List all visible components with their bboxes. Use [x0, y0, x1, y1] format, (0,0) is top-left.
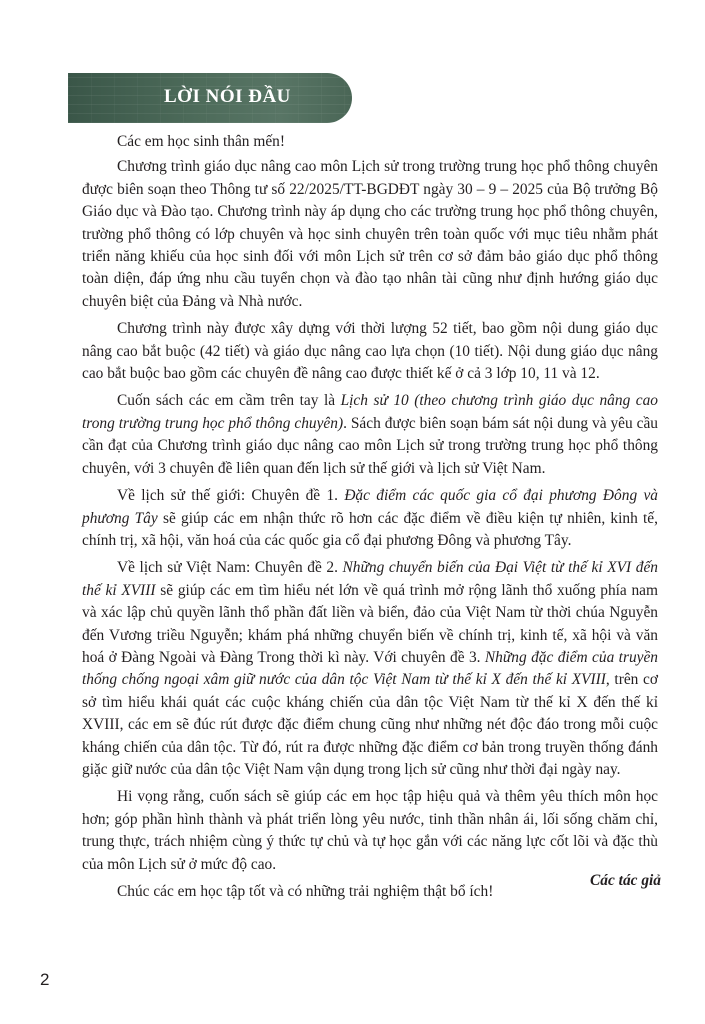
paragraph-text: Hi vọng rằng, cuốn sách sẽ giúp các em học tập hiệu quả và thêm yêu thích môn học hơn; góp phần hình thành và phát triển lòng yêu nước, tinh thần nhân ái, lối sống chăm chỉ, trung thực, trách nhiệm cùng ý thức tự chủ và tự học gắn với các năng lực cốt lõi và đặc thù của môn Lịch sử ở mức độ cao.	[82, 788, 658, 873]
paragraph-greeting	[82, 131, 658, 153]
topic-title: Những đặc điểm của truyền thống chống ngoại xâm giữ nước của dân tộc Việt Nam từ thế kỉ X đến thế kỉ XVIII	[82, 648, 658, 689]
paragraph-closing	[82, 881, 658, 903]
paragraph-book-intro	[82, 390, 658, 480]
paragraph-text: sẽ giúp các em nhận thức rõ hơn các đặc điểm về điều kiện tự nhiên, kinh tế, chính trị, xã hội, văn hoá của các quốc gia cổ đại phương Đông và phương Tây.	[82, 509, 658, 549]
paragraph-text: Về lịch sử Việt Nam: Chuyên đề 2.	[117, 559, 343, 577]
greeting-text: Các em học sinh thân mến!	[117, 133, 285, 150]
paragraph-text: Chương trình này được xây dựng với thời lượng 52 tiết, bao gồm nội dung giáo dục nâng cao bắt buộc (42 tiết) và giáo dục nâng cao lựa chọn (10 tiết). Nội dung giáo dục nâng cao bắt buộc bao gồm các chuyên đề nâng cao được thiết kế ở cả 3 lớp 10, 11 và 12.	[82, 320, 658, 383]
page-number: 2	[40, 970, 50, 989]
signature: Các tác giả	[590, 872, 661, 889]
paragraph-text: , trên cơ sở tìm hiểu khái quát các cuộc kháng chiến của dân tộc Việt Nam từ thế kỉ X đến thế kỉ XVIII, các em sẽ đúc rút được đặc điểm chung cũng như những nét độc đáo trong mỗi cuộc kháng chiến của dân tộc. Từ đó, rút ra được những đặc điểm cơ bản trong truyền thống đánh giặc giữ nước của dân tộc Việt Nam vận dụng trong lịch sử cũng như thời đại ngày nay.	[82, 671, 658, 778]
paragraph-program-intro	[82, 156, 658, 313]
paragraph-text: Chúc các em học tập tốt và có những trải nghiệm thật bổ ích!	[117, 883, 494, 900]
paragraph-vietnam-history	[82, 557, 658, 781]
paragraph-text: sẽ giúp các em tìm hiểu nét lớn về quá trình mở rộng lãnh thổ xuống phía nam và xác lập chủ quyền lãnh thổ phần đất liền và biển, đảo của Việt Nam từ thời chúa Nguyễn đến Vương triều Nguyễn; khám phá những chuyển biến về chính trị, kinh tế, xã hội và văn hoá ở Đàng Ngoài và Đàng Trong thời kì này. Với chuyên đề 3.	[82, 581, 658, 666]
paragraph-program-duration	[82, 318, 658, 385]
topic-title: Đặc điểm các quốc gia cổ đại phương Đông và phương Tây	[82, 487, 658, 527]
section-banner	[68, 73, 352, 123]
paragraph-world-history	[82, 485, 658, 552]
paragraph-text: . Sách được biên soạn bám sát nội dung và yêu cầu cần đạt của Chương trình giáo dục nâng cao môn Lịch sử trong trường trung học phổ thông chuyên, với 3 chuyên đề liên quan đến lịch sử thế giới và lịch sử Việt Nam.	[82, 414, 658, 477]
paragraph-text: Chương trình giáo dục nâng cao môn Lịch sử trong trường trung học phổ thông chuyên được biên soạn theo Thông tư số 22/2025/TT-BGDĐT ngày 30 – 9 – 2025 của Bộ trưởng Bộ Giáo dục và Đào tạo. Chương trình này áp dụng cho các trường trung học phổ thông chuyên, trường phổ thông có lớp chuyên và học sinh chuyên trên toàn quốc với mục tiêu nhằm phát triển năng khiếu của học sinh đối với môn Lịch sử trên cơ sở đảm bảo giáo dục phổ thông toàn diện, đáp ứng nhu cầu tuyển chọn và đào tạo nhân tài cũng như định hướng giáo dục chuyên biệt của Đảng và Nhà nước.	[82, 158, 658, 310]
paragraph-hope	[82, 786, 658, 876]
page-title: LỜI NÓI ĐẦU	[164, 86, 291, 107]
topic-title: Những chuyển biến của Đại Việt từ thế kỉ XVI đến thế kỉ XVIII	[82, 559, 658, 599]
paragraph-text: Về lịch sử thế giới: Chuyên đề 1.	[117, 487, 345, 505]
paragraph-text: Cuốn sách các em cầm trên tay là	[117, 392, 341, 410]
preface-body	[82, 131, 658, 908]
book-title: Lịch sử 10 (theo chương trình giáo dục nâng cao trong trường trung học phổ thông chuyên)	[82, 392, 658, 432]
